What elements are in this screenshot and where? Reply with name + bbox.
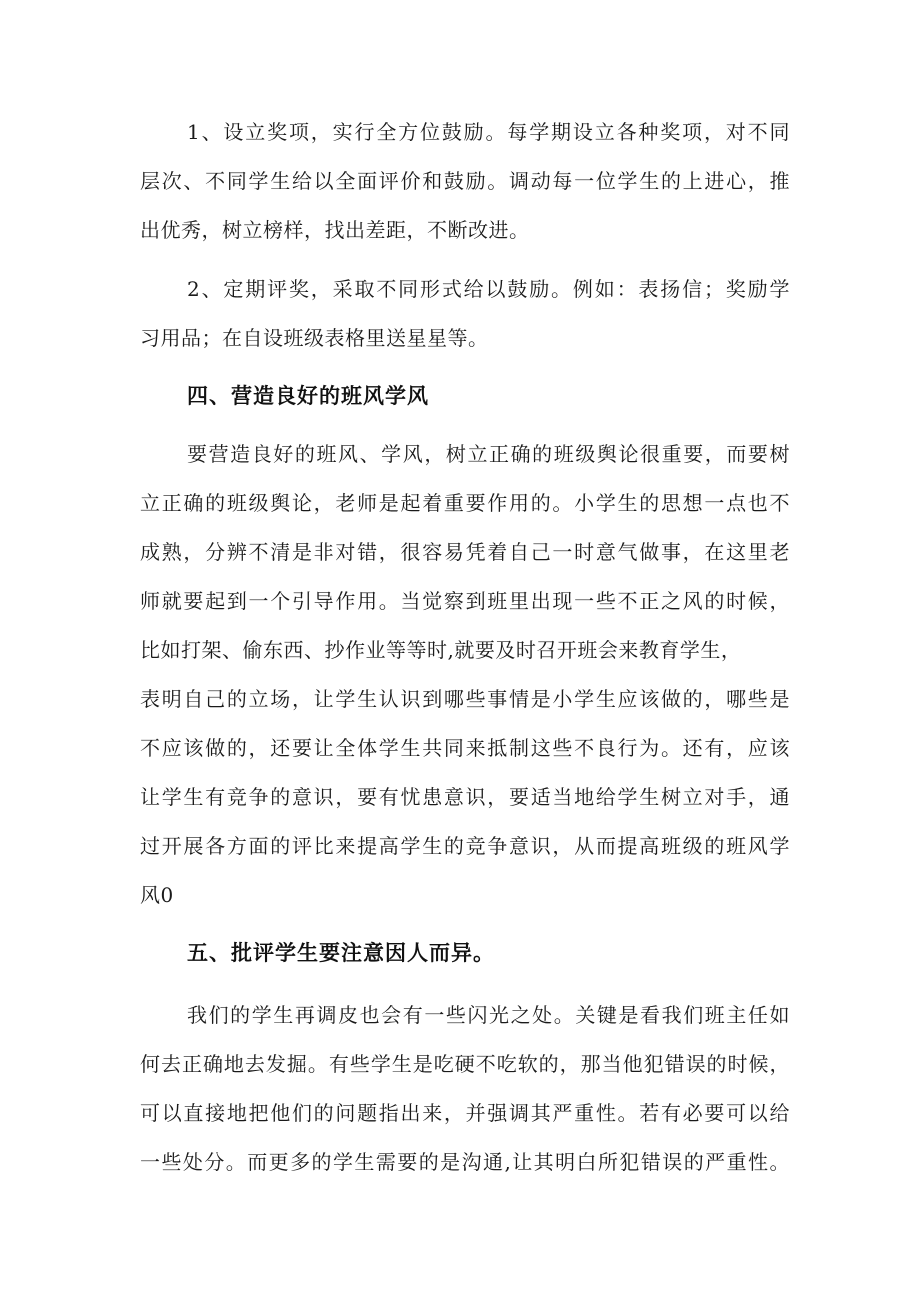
paragraph-3-line-4: 师就要起到一个引导作用。当觉察到班里出现一些不正之风的时候， bbox=[140, 589, 790, 613]
paragraph-1-line-1: 1、设立奖项，实行全方位鼓励。每学期设立各种奖项，对不同 bbox=[187, 120, 790, 144]
paragraph-2-line-1: 2、定期评奖，采取不同形式给以鼓励。例如：表扬信；奖励学 bbox=[187, 277, 790, 301]
paragraph-3-line-1: 要营造良好的班风、学风，树立正确的班级舆论很重要，而要树 bbox=[187, 442, 790, 466]
paragraph-3-line-6: 表明自己的立场，让学生认识到哪些事情是小学生应该做的，哪些是 bbox=[140, 687, 790, 711]
paragraph-4-line-4: 一些处分。而更多的学生需要的是沟通,让其明白所犯错误的严重性。 bbox=[140, 1150, 790, 1174]
paragraph-4-line-1: 我们的学生再调皮也会有一些闪光之处。关键是看我们班主任如 bbox=[187, 1003, 790, 1027]
paragraph-3-line-8: 让学生有竞争的意识，要有忧患意识，要适当地给学生树立对手，通 bbox=[140, 785, 790, 809]
paragraph-1-line-3: 出优秀，树立榜样，找出差距，不断改进。 bbox=[140, 218, 530, 242]
section-heading-5: 五、批评学生要注意因人而异。 bbox=[187, 940, 495, 965]
paragraph-3-line-2: 立正确的班级舆论，老师是起着重要作用的。小学生的思想一点也不 bbox=[140, 491, 790, 515]
paragraph-3-line-3: 成熟，分辨不清是非对错，很容易凭着自己一时意气做事，在这里老 bbox=[140, 540, 790, 564]
paragraph-2-line-2: 习用品；在自设班级表格里送星星等。 bbox=[140, 326, 489, 350]
paragraph-3-line-7: 不应该做的，还要让全体学生共同来抵制这些不良行为。还有，应该 bbox=[140, 736, 790, 760]
paragraph-4-line-2: 何去正确地去发掘。有些学生是吃硬不吃软的，那当他犯错误的时候， bbox=[140, 1052, 790, 1076]
paragraph-3-line-5: 比如打架、偷东西、抄作业等等时,就要及时召开班会来教育学生， bbox=[140, 638, 742, 662]
paragraph-4-line-3: 可以直接地把他们的问题指出来，并强调其严重性。若有必要可以给 bbox=[140, 1101, 790, 1125]
section-heading-4: 四、营造良好的班风学风 bbox=[187, 383, 429, 408]
paragraph-1-line-2: 层次、不同学生给以全面评价和鼓励。调动每一位学生的上进心，推 bbox=[140, 169, 790, 193]
paragraph-3-line-10: 风0 bbox=[140, 883, 174, 907]
paragraph-3-line-9: 过开展各方面的评比来提高学生的竞争意识，从而提高班级的班风学 bbox=[140, 834, 790, 858]
